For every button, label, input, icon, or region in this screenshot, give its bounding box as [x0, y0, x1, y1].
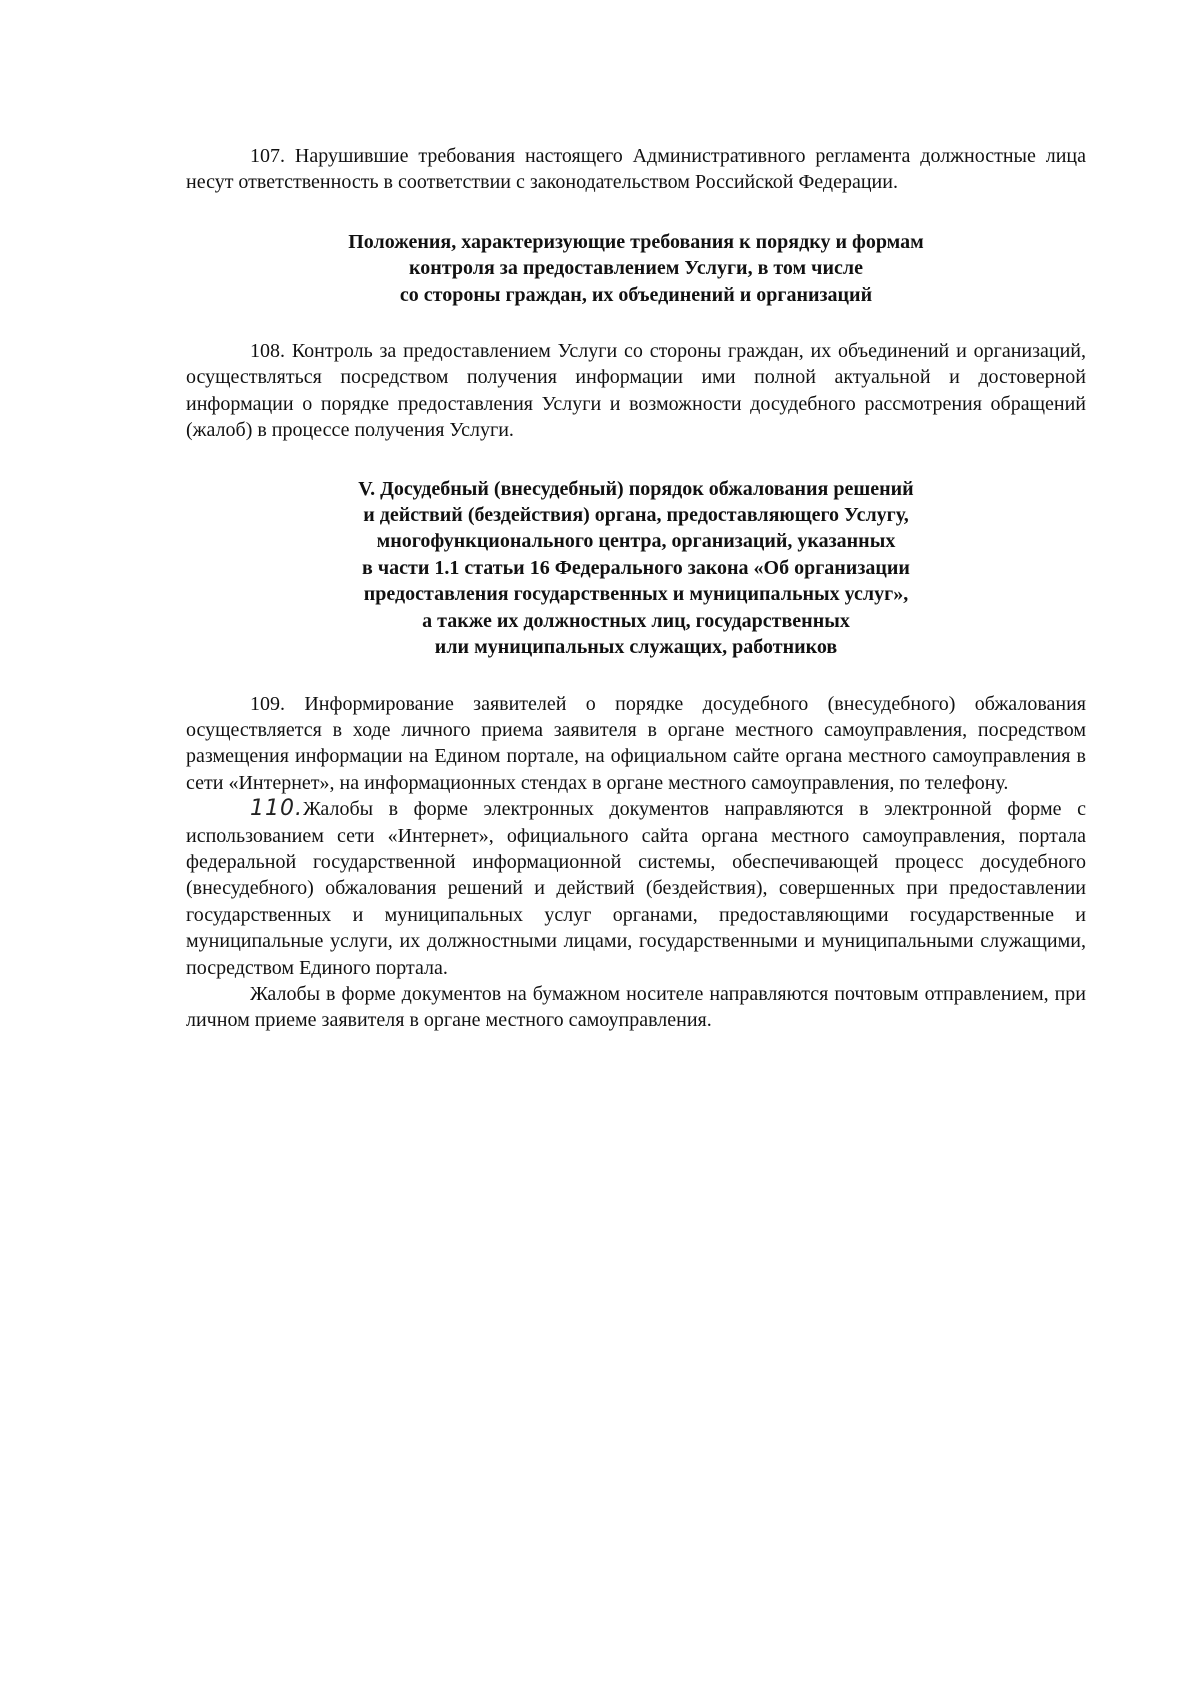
heading-line: контроля за предоставлением Услуги, в том числе — [409, 257, 863, 280]
document-body — [186, 143, 1086, 1034]
section-heading-control — [186, 229, 1086, 308]
heading-line: многофункционального центра, организаций, указанных — [376, 530, 896, 553]
heading-line: предоставления государственных и муниципальных услуг», — [363, 583, 909, 606]
paragraph-110-text: Жалобы в форме электронных документов направляются в электронной форме с использованием сети «Интернет», официального сайта органа местного самоуправления, портала федеральной государственной информационной системы, обеспечивающей процесс досудебного (внесудебного) обжалования решений и действий (бездействия), совершенных при предоставлении государственных и муниципальных услуг органами, предоставляющими государственные и муниципальные услуги, их должностными лицами, государственными и муниципальными служащими, посредством Единого портала. — [186, 798, 1086, 979]
heading-line: со стороны граждан, их объединений и организаций — [399, 283, 873, 306]
paragraph-110 — [186, 796, 1086, 981]
handwritten-paragraph-number: 110. — [250, 796, 303, 822]
heading-line: и действий (бездействия) органа, предоставляющего Услугу, — [363, 504, 909, 527]
paragraph-107: 107. Нарушившие требования настоящего Административного регламента должностные лица несут ответственность в соответствии с законодательством Российской Федерации. — [186, 145, 1086, 194]
paragraph-109: 109. Информирование заявителей о порядке досудебного (внесудебного) обжалования осуществляется в ходе личного приема заявителя в органе местного самоуправления, посредством размещения информации на Едином портале, на официальном сайте органа местного самоуправления в сети «Интернет», на информационных стендах в органе местного самоуправления, по телефону. — [186, 692, 1086, 794]
paragraph-111: Жалобы в форме документов на бумажном носителе направляются почтовым отправлением, при личном приеме заявителя в органе местного самоуправления. — [186, 982, 1086, 1032]
heading-line: Положения, характеризующие требования к порядку и формам — [348, 230, 924, 253]
section-heading-appeal — [186, 476, 1086, 661]
heading-line: V. Досудебный (внесудебный) порядок обжалования решений — [358, 477, 914, 500]
paragraph-108: 108. Контроль за предоставлением Услуги со стороны граждан, их объединений и организаций, осуществляться посредством получения информации ими полной актуальной и достоверной информации о порядке предоставления Услуги и возможности досудебного рассмотрения обращений (жалоб) в процессе получения Услуги. — [186, 340, 1086, 442]
heading-line: или муниципальных служащих, работников — [434, 636, 838, 659]
heading-line: в части 1.1 статьи 16 Федерального закона «Об организации — [362, 556, 910, 579]
heading-line: а также их должностных лиц, государственных — [422, 609, 850, 632]
